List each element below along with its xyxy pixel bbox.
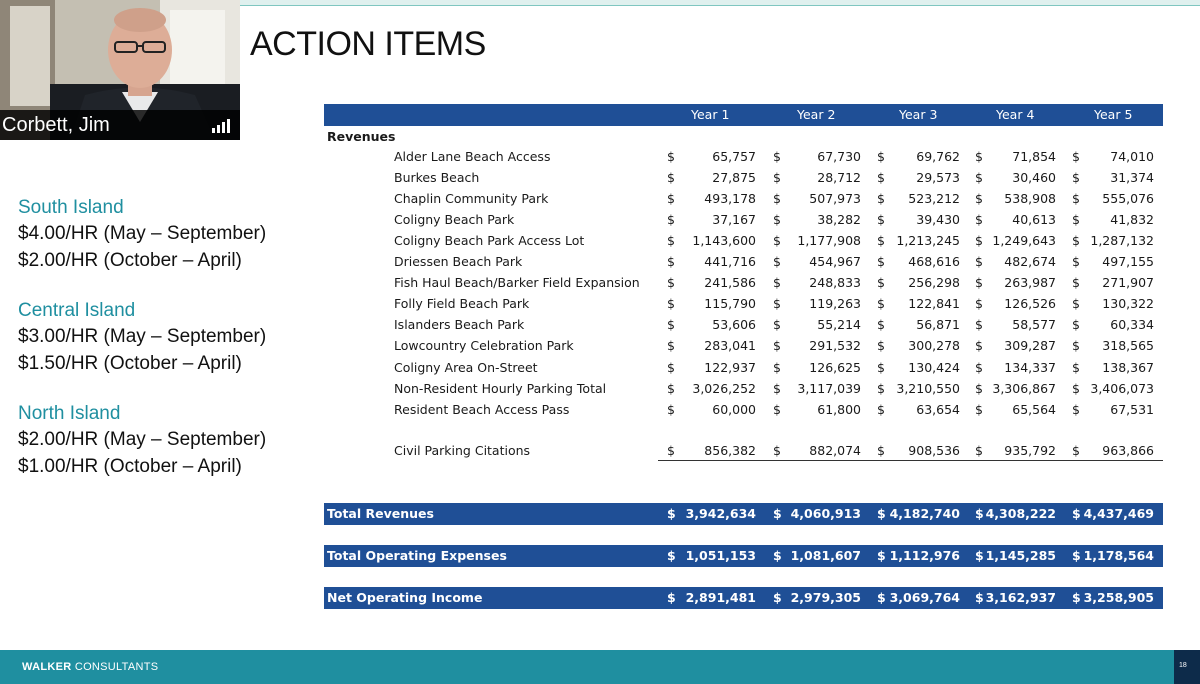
table-row bbox=[324, 358, 1163, 379]
table-row bbox=[324, 210, 1163, 231]
cell-value-year-4: 65,564 bbox=[1012, 401, 1056, 417]
cell-value-year-2: 126,625 bbox=[809, 359, 861, 375]
zone-rate-summer: $4.00/HR (May – September) bbox=[18, 223, 267, 244]
currency-symbol: $ bbox=[773, 506, 782, 521]
currency-symbol: $ bbox=[1072, 338, 1080, 354]
cell-value-year-2: 1,081,607 bbox=[790, 548, 861, 563]
currency-symbol: $ bbox=[667, 401, 675, 417]
currency-symbol: $ bbox=[773, 359, 781, 375]
cell-value-year-5: 138,367 bbox=[1102, 359, 1154, 375]
currency-symbol: $ bbox=[975, 380, 983, 396]
slide-footer bbox=[0, 650, 1200, 684]
table-header bbox=[324, 104, 1163, 126]
currency-symbol: $ bbox=[877, 380, 885, 396]
currency-symbol: $ bbox=[975, 401, 983, 417]
cell-value-year-4: 309,287 bbox=[1004, 338, 1056, 354]
currency-symbol: $ bbox=[877, 359, 885, 375]
cell-value-year-1: 2,891,481 bbox=[685, 590, 756, 605]
cell-value-year-4: 126,526 bbox=[1004, 296, 1056, 312]
row-label: Civil Parking Citations bbox=[394, 443, 531, 458]
currency-symbol: $ bbox=[773, 443, 781, 458]
cell-value-year-4: 3,162,937 bbox=[985, 590, 1056, 605]
zone-rate-summer: $3.00/HR (May – September) bbox=[18, 326, 267, 347]
row-label: Total Operating Expenses bbox=[327, 548, 507, 563]
currency-symbol: $ bbox=[773, 254, 781, 270]
currency-symbol: $ bbox=[877, 254, 885, 270]
zone-name: North Island bbox=[18, 403, 121, 424]
currency-symbol: $ bbox=[1072, 191, 1080, 207]
zone-south-island bbox=[18, 196, 318, 274]
cell-value-year-4: 538,908 bbox=[1004, 191, 1056, 207]
currency-symbol: $ bbox=[877, 191, 885, 207]
currency-symbol: $ bbox=[667, 212, 675, 228]
column-header-year-3: Year 3 bbox=[899, 107, 938, 122]
currency-symbol: $ bbox=[1072, 443, 1080, 458]
table-row bbox=[324, 400, 1163, 421]
zone-rate-summer: $2.00/HR (May – September) bbox=[18, 429, 267, 450]
currency-symbol: $ bbox=[773, 380, 781, 396]
row-label: Fish Haul Beach/Barker Field Expansion bbox=[394, 275, 640, 291]
currency-symbol: $ bbox=[975, 359, 983, 375]
currency-symbol: $ bbox=[773, 191, 781, 207]
cell-value-year-4: 134,337 bbox=[1004, 359, 1056, 375]
currency-symbol: $ bbox=[667, 191, 675, 207]
footer-brand bbox=[22, 661, 158, 673]
zone-central-island bbox=[18, 299, 318, 377]
currency-symbol: $ bbox=[975, 296, 983, 312]
row-label: Coligny Area On-Street bbox=[394, 359, 538, 375]
row-label: Alder Lane Beach Access bbox=[394, 149, 551, 164]
column-header-year-2: Year 2 bbox=[797, 107, 836, 122]
cell-value-year-5: 497,155 bbox=[1102, 254, 1154, 270]
currency-symbol: $ bbox=[877, 548, 886, 563]
currency-symbol: $ bbox=[975, 338, 983, 354]
table-row-total bbox=[324, 503, 1163, 525]
currency-symbol: $ bbox=[667, 296, 675, 312]
cell-value-year-2: 3,117,039 bbox=[797, 380, 861, 396]
cell-value-year-3: 130,424 bbox=[908, 359, 960, 375]
page-number: 18 bbox=[1179, 662, 1187, 669]
currency-symbol: $ bbox=[1072, 548, 1081, 563]
table-row bbox=[324, 147, 1163, 168]
table-row-total bbox=[324, 587, 1163, 609]
cell-value-year-5: 271,907 bbox=[1102, 275, 1154, 291]
cell-value-year-5: 130,322 bbox=[1102, 296, 1154, 312]
currency-symbol: $ bbox=[975, 506, 984, 521]
currency-symbol: $ bbox=[975, 170, 983, 186]
cell-value-year-5: 74,010 bbox=[1110, 149, 1154, 164]
table-row bbox=[324, 168, 1163, 189]
table-row bbox=[324, 189, 1163, 210]
table-row-total bbox=[324, 545, 1163, 567]
currency-symbol: $ bbox=[667, 233, 675, 249]
cell-value-year-1: 493,178 bbox=[704, 191, 756, 207]
cell-value-year-5: 3,406,073 bbox=[1090, 380, 1154, 396]
cell-value-year-1: 122,937 bbox=[704, 359, 756, 375]
cell-value-year-5: 1,178,564 bbox=[1083, 548, 1154, 563]
currency-symbol: $ bbox=[1072, 590, 1081, 605]
cell-value-year-3: 468,616 bbox=[908, 254, 960, 270]
signal-strength-icon bbox=[212, 119, 234, 133]
zone-north-island bbox=[18, 402, 318, 480]
currency-symbol: $ bbox=[773, 275, 781, 291]
row-label: Net Operating Income bbox=[327, 590, 483, 605]
currency-symbol: $ bbox=[667, 443, 675, 458]
cell-value-year-1: 60,000 bbox=[712, 401, 756, 417]
cell-value-year-4: 1,145,285 bbox=[985, 548, 1056, 563]
currency-symbol: $ bbox=[667, 254, 675, 270]
currency-symbol: $ bbox=[1072, 296, 1080, 312]
currency-symbol: $ bbox=[877, 443, 885, 458]
currency-symbol: $ bbox=[877, 401, 885, 417]
column-header-year-5: Year 5 bbox=[1094, 107, 1133, 122]
cell-value-year-5: 67,531 bbox=[1110, 401, 1154, 417]
cell-value-year-3: 300,278 bbox=[908, 338, 960, 354]
table-row bbox=[324, 252, 1163, 273]
cell-value-year-3: 256,298 bbox=[908, 275, 960, 291]
currency-symbol: $ bbox=[1072, 317, 1080, 333]
cell-value-year-2: 67,730 bbox=[817, 149, 861, 164]
column-header-year-1: Year 1 bbox=[691, 107, 730, 122]
currency-symbol: $ bbox=[1072, 233, 1080, 249]
row-label: Driessen Beach Park bbox=[394, 254, 523, 270]
cell-value-year-3: 29,573 bbox=[916, 170, 960, 186]
currency-symbol: $ bbox=[877, 317, 885, 333]
zone-name: Central Island bbox=[18, 300, 136, 321]
cell-value-year-2: 507,973 bbox=[809, 191, 861, 207]
currency-symbol: $ bbox=[667, 338, 675, 354]
currency-symbol: $ bbox=[667, 548, 676, 563]
cell-value-year-4: 263,987 bbox=[1004, 275, 1056, 291]
currency-symbol: $ bbox=[773, 212, 781, 228]
table-row bbox=[324, 315, 1163, 336]
cell-value-year-1: 65,757 bbox=[712, 149, 756, 164]
row-label: Islanders Beach Park bbox=[394, 317, 525, 333]
cell-value-year-1: 283,041 bbox=[704, 338, 756, 354]
currency-symbol: $ bbox=[975, 443, 983, 458]
currency-symbol: $ bbox=[975, 254, 983, 270]
cell-value-year-1: 1,143,600 bbox=[692, 233, 756, 249]
currency-symbol: $ bbox=[877, 149, 885, 164]
currency-symbol: $ bbox=[877, 233, 885, 249]
cell-value-year-3: 4,182,740 bbox=[889, 506, 960, 521]
currency-symbol: $ bbox=[667, 317, 675, 333]
cell-value-year-3: 1,213,245 bbox=[896, 233, 960, 249]
zone-rate-winter: $1.00/HR (October – April) bbox=[18, 456, 242, 477]
cell-value-year-5: 555,076 bbox=[1102, 191, 1154, 207]
currency-symbol: $ bbox=[877, 590, 886, 605]
row-label: Chaplin Community Park bbox=[394, 191, 549, 207]
row-label: Total Revenues bbox=[327, 506, 434, 521]
currency-symbol: $ bbox=[975, 548, 984, 563]
currency-symbol: $ bbox=[975, 317, 983, 333]
currency-symbol: $ bbox=[877, 212, 885, 228]
cell-value-year-4: 30,460 bbox=[1012, 170, 1056, 186]
cell-value-year-2: 248,833 bbox=[809, 275, 861, 291]
footer-brand-bold: WALKER bbox=[22, 661, 72, 673]
cell-value-year-3: 3,210,550 bbox=[896, 380, 960, 396]
currency-symbol: $ bbox=[975, 233, 983, 249]
table-row bbox=[324, 294, 1163, 315]
cell-value-year-2: 4,060,913 bbox=[790, 506, 861, 521]
row-label: Coligny Beach Park Access Lot bbox=[394, 233, 585, 249]
currency-symbol: $ bbox=[975, 275, 983, 291]
cell-value-year-1: 27,875 bbox=[712, 170, 756, 186]
zone-name: South Island bbox=[18, 197, 124, 218]
cell-value-year-2: 28,712 bbox=[817, 170, 861, 186]
cell-value-year-5: 318,565 bbox=[1102, 338, 1154, 354]
currency-symbol: $ bbox=[773, 233, 781, 249]
cell-value-year-3: 39,430 bbox=[916, 212, 960, 228]
row-label: Burkes Beach bbox=[394, 170, 480, 186]
cell-value-year-4: 4,308,222 bbox=[985, 506, 1056, 521]
cell-value-year-4: 482,674 bbox=[1004, 254, 1056, 270]
cell-value-year-1: 115,790 bbox=[704, 296, 756, 312]
currency-symbol: $ bbox=[1072, 170, 1080, 186]
table-row-citations bbox=[324, 441, 1163, 462]
currency-symbol: $ bbox=[667, 590, 676, 605]
currency-symbol: $ bbox=[1072, 359, 1080, 375]
cell-value-year-2: 38,282 bbox=[817, 212, 861, 228]
currency-symbol: $ bbox=[1072, 401, 1080, 417]
cell-value-year-2: 2,979,305 bbox=[790, 590, 861, 605]
cell-value-year-2: 61,800 bbox=[817, 401, 861, 417]
cell-value-year-3: 122,841 bbox=[908, 296, 960, 312]
currency-symbol: $ bbox=[667, 149, 675, 164]
currency-symbol: $ bbox=[877, 275, 885, 291]
cell-value-year-5: 60,334 bbox=[1110, 317, 1154, 333]
cell-value-year-4: 1,249,643 bbox=[992, 233, 1056, 249]
currency-symbol: $ bbox=[773, 170, 781, 186]
cell-value-year-5: 3,258,905 bbox=[1083, 590, 1154, 605]
currency-symbol: $ bbox=[667, 359, 675, 375]
currency-symbol: $ bbox=[667, 170, 675, 186]
cell-value-year-3: 63,654 bbox=[916, 401, 960, 417]
row-label: Folly Field Beach Park bbox=[394, 296, 530, 312]
currency-symbol: $ bbox=[773, 296, 781, 312]
currency-symbol: $ bbox=[877, 506, 886, 521]
cell-value-year-1: 37,167 bbox=[712, 212, 756, 228]
row-label: Non-Resident Hourly Parking Total bbox=[394, 380, 607, 396]
currency-symbol: $ bbox=[975, 590, 984, 605]
zone-pricing-list bbox=[18, 196, 318, 505]
cell-value-year-3: 1,112,976 bbox=[889, 548, 960, 563]
currency-symbol: $ bbox=[667, 275, 675, 291]
cell-value-year-5: 1,287,132 bbox=[1090, 233, 1154, 249]
currency-symbol: $ bbox=[773, 401, 781, 417]
cell-value-year-3: 56,871 bbox=[916, 317, 960, 333]
currency-symbol: $ bbox=[975, 149, 983, 164]
section-label-revenues: Revenues bbox=[327, 129, 396, 144]
cell-value-year-4: 71,854 bbox=[1012, 149, 1056, 164]
currency-symbol: $ bbox=[1072, 506, 1081, 521]
row-label: Resident Beach Access Pass bbox=[394, 401, 570, 417]
cell-value-year-3: 523,212 bbox=[908, 191, 960, 207]
cell-value-year-1: 241,586 bbox=[704, 275, 756, 291]
currency-symbol: $ bbox=[1072, 275, 1080, 291]
cell-value-year-3: 69,762 bbox=[916, 149, 960, 164]
currency-symbol: $ bbox=[667, 506, 676, 521]
participant-name-bar bbox=[0, 110, 240, 140]
currency-symbol: $ bbox=[773, 317, 781, 333]
zone-rate-winter: $1.50/HR (October – April) bbox=[18, 353, 242, 374]
cell-value-year-2: 882,074 bbox=[809, 443, 861, 458]
cell-value-year-4: 935,792 bbox=[1004, 443, 1056, 458]
slide-title: ACTION ITEMS bbox=[250, 25, 486, 63]
currency-symbol: $ bbox=[877, 296, 885, 312]
cell-value-year-5: 963,866 bbox=[1102, 443, 1154, 458]
currency-symbol: $ bbox=[975, 191, 983, 207]
cell-value-year-1: 53,606 bbox=[712, 317, 756, 333]
currency-symbol: $ bbox=[773, 338, 781, 354]
row-label: Coligny Beach Park bbox=[394, 212, 515, 228]
cell-value-year-1: 856,382 bbox=[704, 443, 756, 458]
currency-symbol: $ bbox=[773, 548, 782, 563]
cell-value-year-5: 41,832 bbox=[1110, 212, 1154, 228]
cell-value-year-2: 55,214 bbox=[817, 317, 861, 333]
table-row bbox=[324, 336, 1163, 357]
currency-symbol: $ bbox=[975, 212, 983, 228]
column-header-year-4: Year 4 bbox=[996, 107, 1035, 122]
participant-video-tile[interactable] bbox=[0, 0, 240, 140]
currency-symbol: $ bbox=[877, 338, 885, 354]
cell-value-year-3: 908,536 bbox=[908, 443, 960, 458]
cell-value-year-5: 31,374 bbox=[1110, 170, 1154, 186]
currency-symbol: $ bbox=[877, 170, 885, 186]
currency-symbol: $ bbox=[1072, 149, 1080, 164]
currency-symbol: $ bbox=[773, 590, 782, 605]
footer-brand-rest: CONSULTANTS bbox=[71, 661, 159, 673]
cell-value-year-4: 3,306,867 bbox=[992, 380, 1056, 396]
cell-value-year-2: 119,263 bbox=[809, 296, 861, 312]
cell-value-year-2: 454,967 bbox=[809, 254, 861, 270]
currency-symbol: $ bbox=[1072, 254, 1080, 270]
currency-symbol: $ bbox=[1072, 380, 1080, 396]
page-number-box bbox=[1174, 650, 1200, 684]
table-row bbox=[324, 231, 1163, 252]
currency-symbol: $ bbox=[667, 380, 675, 396]
cell-value-year-5: 4,437,469 bbox=[1083, 506, 1154, 521]
cell-value-year-1: 3,942,634 bbox=[685, 506, 756, 521]
cell-value-year-4: 58,577 bbox=[1012, 317, 1056, 333]
table-row bbox=[324, 379, 1163, 400]
cell-value-year-4: 40,613 bbox=[1012, 212, 1056, 228]
cell-value-year-1: 1,051,153 bbox=[685, 548, 756, 563]
cell-value-year-1: 441,716 bbox=[704, 254, 756, 270]
row-label: Lowcountry Celebration Park bbox=[394, 338, 574, 354]
cell-value-year-2: 1,177,908 bbox=[797, 233, 861, 249]
currency-symbol: $ bbox=[773, 149, 781, 164]
cell-value-year-2: 291,532 bbox=[809, 338, 861, 354]
zone-rate-winter: $2.00/HR (October – April) bbox=[18, 250, 242, 271]
cell-value-year-3: 3,069,764 bbox=[889, 590, 960, 605]
table-row bbox=[324, 273, 1163, 294]
currency-symbol: $ bbox=[1072, 212, 1080, 228]
cell-value-year-1: 3,026,252 bbox=[692, 380, 756, 396]
participant-name: Corbett, Jim bbox=[2, 114, 110, 136]
